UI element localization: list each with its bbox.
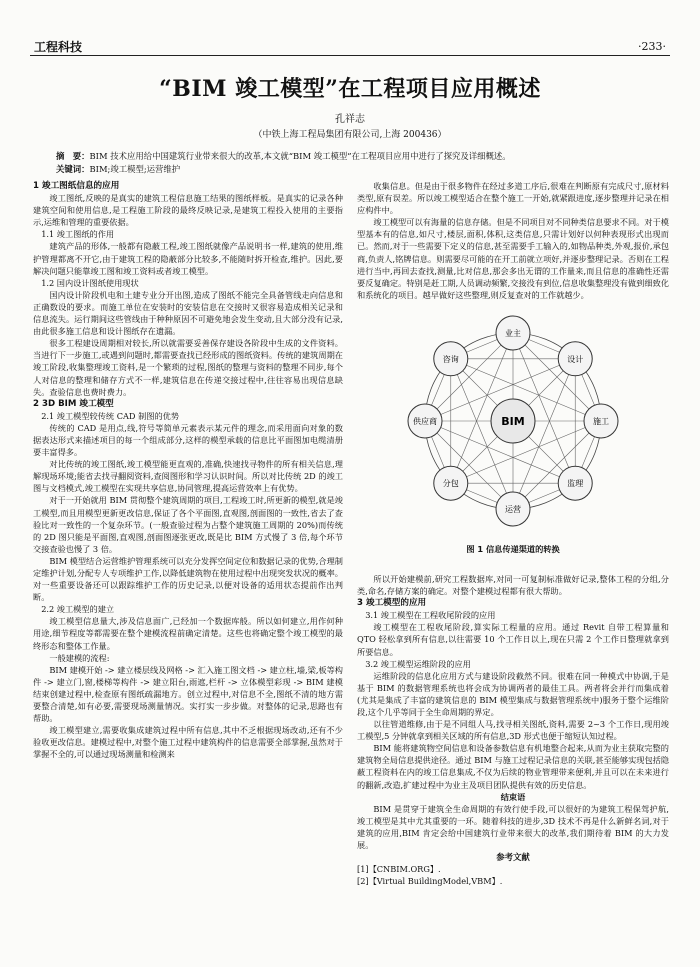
article-title: “BIM 竣工模型”在工程项目应用概述 <box>159 76 541 102</box>
subsection-heading: 2.2 竣工模型的建立 <box>41 604 115 615</box>
page-number: ·233· <box>638 40 666 53</box>
paragraph: 竣工模型在工程收尾阶段,算实际工程量的应用。通过 Revit 自带工程算量和 QTO 轻松拿到所有信息,以往需要 10 个工作日以上,现在只需 2 个工作日整理就拿到所要信息。 <box>357 622 669 657</box>
paragraph: 收集信息。但是由于很多物件在经过多道工序后,很难在判断原有完成尺寸,原材料类型,原有误差。所以竣工模型适合在整个施工一开始,就紧跟进度,逐步整理并记录在相应构件中。 <box>357 181 669 216</box>
paragraph: BIM 建模开始 -> 建立楼层线及网格 -> 汇入施工图文档 -> 建立柱,墙,梁,板等构件 -> 建立门,窗,楼梯等构件 -> 建立阳台,雨遮,栏杆 -> 立体模型彩现 -> BIM 建模结束创建过程中,检查原有图纸疏漏地方。创立过程中,对信息不全,图纸不清的地方需要整合清楚,如有必要,需要现场测量情况。实打实一步步做。对整体的记录,思路也有帮助。 <box>33 664 343 724</box>
figure-caption: 图 1 信息传递渠道的转换 <box>466 543 560 554</box>
stakeholder-label: 施工 <box>593 416 609 426</box>
paragraph: 竣工模型可以有海量的信息存储。但是不同项目对不同种类信息要求不同。对于模型基本有的信息,如尺寸,楼层,面积,体积,这类信息,只需计划好以何种表现形式出现而已。然而,对于一些需要下定义的信息,甚至需要手工输入的,如物品种类,外观,报价,承包商,负责人,铭牌信息。则需要尽可能的在开工前就立项好,并逐步整理记录。否则在工程进行当中,再回去查找,测量,比对信息,那会多出无谓的工作量来,而且信息的准确性还需要反复确定。特别是赶工期,人员调动频繁,交接没有到位,信息收集整理没有做到细致化和系统化的项目。越早做好这些整理,则反复查对的工作就越少。 <box>357 217 669 300</box>
section-heading: 1 竣工图纸信息的应用 <box>33 181 120 191</box>
reference-item: [1]【CNBIM.ORG】. <box>357 864 441 875</box>
stakeholder-label: 业主 <box>505 328 521 338</box>
header-rule <box>30 55 670 56</box>
journal-name: 工程科技 <box>34 40 83 54</box>
figure-1 <box>357 303 669 573</box>
stakeholder-label: 咨询 <box>442 354 459 364</box>
paragraph: 很多工程建设周期相对较长,所以就需要妥善保存建设各阶段中生成的文件资料。当进行下一步施工,或遇到问题时,都需要查找已经形成的图纸资料。传统的建筑周期在竣工阶段,收集整理竣工资料,是一个繁琐的过程,图纸的整理与资料的整理不同步,每个人对信息的整理和储存方式不一样,建筑信息在传递交接过程中,往往容易出现信息缺失。查验信息也费时费力。 <box>33 338 343 397</box>
paragraph: 所以开始建模前,研究工程数据库,对同一可复制标准做好记录,整体工程的分组,分类,命名,存储方案的确定。对整个建模过程都有很大帮助。 <box>357 573 669 597</box>
network-diagram <box>388 303 638 543</box>
section-heading: 3 竣工模型的应用 <box>357 598 427 609</box>
paragraph: 对比传统的竣工图纸,竣工模型能更直观的,准确,快速找寻物件的所有相关信息,理解现场环境;能省去找寻翻阅资料,查阅图形和学习认识时间。所以对比传统 2D 的竣工图与文档模式,竣工模型在实现共享信息,协同管理,提高运营效率上有优势。 <box>33 459 343 494</box>
abstract-text: BIM 技术应用给中国建筑行业带来很大的改革,本文就“BIM 竣工模型”在工程项目应用中进行了探究及详细概述。 <box>89 151 511 161</box>
stakeholder-label: 运营 <box>505 504 521 514</box>
running-header <box>0 0 700 54</box>
subsection-heading: 3.2 竣工模型运维阶段的应用 <box>365 658 471 669</box>
conclusion-heading: 结束语 <box>500 791 526 802</box>
keywords-label: 关键词： <box>56 164 90 174</box>
reference-item: [2]【Virtual BuildingModel,VBM】. <box>357 876 503 887</box>
paragraph: 传统的 CAD 是用点,线,符号等简单元素表示某元件的理念,而采用面向对象的数据表达形式来描述项目的每一个组成部分,这样的模型承载的信息比平面图加电缆清册要丰富得多。 <box>33 422 343 458</box>
left-column <box>33 180 343 761</box>
affiliation: （中铁上海工程局集团有限公司,上海 200436） <box>253 130 447 140</box>
author: 孔祥志 <box>335 114 365 125</box>
right-column <box>357 180 669 887</box>
paragraph: BIM 能将建筑物空间信息和设备参数信息有机地整合起来,从而为业主获取完整的建筑物全局信息提供途径。通过 BIM 与施工过程记录信息的关联,甚至能够实现包括隐蔽工程资料在内的竣工信息集成,不仅为后续的物业管理带来便利,并且可以在未来进行的翻新,改造,扩建过程中为业主及项目团队提供有效的历史信息。 <box>357 743 670 790</box>
subsection-heading: 3.1 竣工模型在工程收尾阶段的应用 <box>365 610 496 621</box>
paragraph: 对于一开始就用 BIM 贯彻整个建筑周期的项目,工程竣工时,所更新的模型,就是竣工模型,而且用模型更新更改信息,保证了各个平面图,直观图,剖面图的一致性,省去了查验比对一致性的一个复杂环节。(一般查验过程为占整个建筑施工周期的 20%)而传统的 2D 图只能是平面图,直观图,剖面图逐张更改,既是比 BIM 方式慢了 3 倍,每个环节交接查验也慢了 3 倍。 <box>33 495 343 554</box>
section-heading: 2 3D BIM 竣工模型 <box>33 398 114 409</box>
paragraph: BIM 是贯穿于建筑全生命周期的有效行使手段,可以很好的为建筑工程保驾护航,竣工模型是其中尤其重要的一环。随着科技的进步,3D 技术不再是什么新鲜名词,对于建筑的应用,BIM 肯定会给中国建筑行业带来很大的改革,我们期待着 BIM 的大力发展。 <box>357 803 669 850</box>
subsection-heading: 1.2 国内设计图纸使用现状 <box>41 277 139 288</box>
paragraph: 竣工图纸,反映的是真实的建筑工程信息施工结果的图纸样板。是真实的记录各种建筑空间和使用信息,是工程施工阶段的最终反映记录,是建筑工程投入使用的主要指示,运维和管理的重要依据。 <box>33 193 343 228</box>
stakeholder-label: 设计 <box>567 354 584 364</box>
abstract-block <box>56 150 646 176</box>
paragraph: BIM 模型结合运营维护管理系统可以充分发挥空间定位和数据记录的优势,合理制定维护计划,分配专人专项维护工作,以降低建筑物在使用过程中出现突发状况的概率。对一些重要设备还可以跟踪维护工作的历史记录,以便对设备的适用状态提前作出判断。 <box>33 555 343 603</box>
keywords-text: BIM;竣工模型;运营维护 <box>89 164 181 174</box>
paragraph: 竣工模型信息量大,涉及信息面广,已经加一个数据库般。所以如何建立,用作何种用途,细节程度等都需要在整个建模流程前确定清楚。这些也将确定整个竣工模型的最终形态和整体工作量。 <box>33 616 343 651</box>
paragraph: 运维阶段的信息化应用方式与建设阶段截然不同。很难在同一种模式中协调,于是基于 BIM 的数据管理系统也将会成为协调两者的最佳工具。两者将会并行而集成着(尤其是集成了丰富的建筑信息的 BIM 模型集成与数据管理系统中)服务于整个运维阶段,这个几乎等同于全生命周期的界定。 <box>357 670 669 717</box>
paragraph: 国内设计阶段机电和土建专业分开出图,造成了图纸不能完全具备管线走向信息和正确数设的要求。而施工单位在安装时的安装信息在交接时又很容易造成相关记录和信息流失。运行期间这些管线由于种种原因不可避免地会发生变动,且大部分没有记录,由此很多施工信息和设计图纸存在遗漏。 <box>33 289 343 337</box>
subsection-heading: 1.1 竣工图纸的作用 <box>41 229 115 240</box>
paragraph: 竣工模型建立,需要收集成建筑过程中所有信息,其中不乏根据现场改动,还有不少验收更改信息。建模过程中,对整个施工过程中建筑构件的信息需要全部掌握,虽然对于掌握不全的,可以通过现场测量和检测来 <box>33 725 343 760</box>
subsection-heading: 2.1 竣工模型较传统 CAD 制图的优势 <box>41 410 180 421</box>
hub-label: BIM <box>501 414 525 428</box>
paragraph: 建筑产品的形体,一般都有隐蔽工程,竣工图纸就像产品说明书一样,建筑的使用,维护管理都离不开它,由于建筑工程的隐蔽部分比较多,不能随时拆开检查,维护。因此,要解决问题只能靠竣工图和竣工资料或者竣工模型。 <box>33 241 343 276</box>
stakeholder-label: 分包 <box>442 479 459 489</box>
stakeholder-label: 监理 <box>567 479 584 489</box>
stakeholder-label: 供应商 <box>413 416 437 426</box>
paragraph: 以往管道维修,由于是不同组人马,找寻相关图纸,资料,需要 2~3 个工作日,现用竣工模型,5 分钟就拿到相关区域的所有信息,3D 形式也便于缩短认知过程。 <box>357 719 669 742</box>
references-heading: 参考文献 <box>496 852 530 863</box>
paragraph: 一般建模的流程: <box>49 652 110 663</box>
abstract-label: 摘 要： <box>56 151 90 161</box>
